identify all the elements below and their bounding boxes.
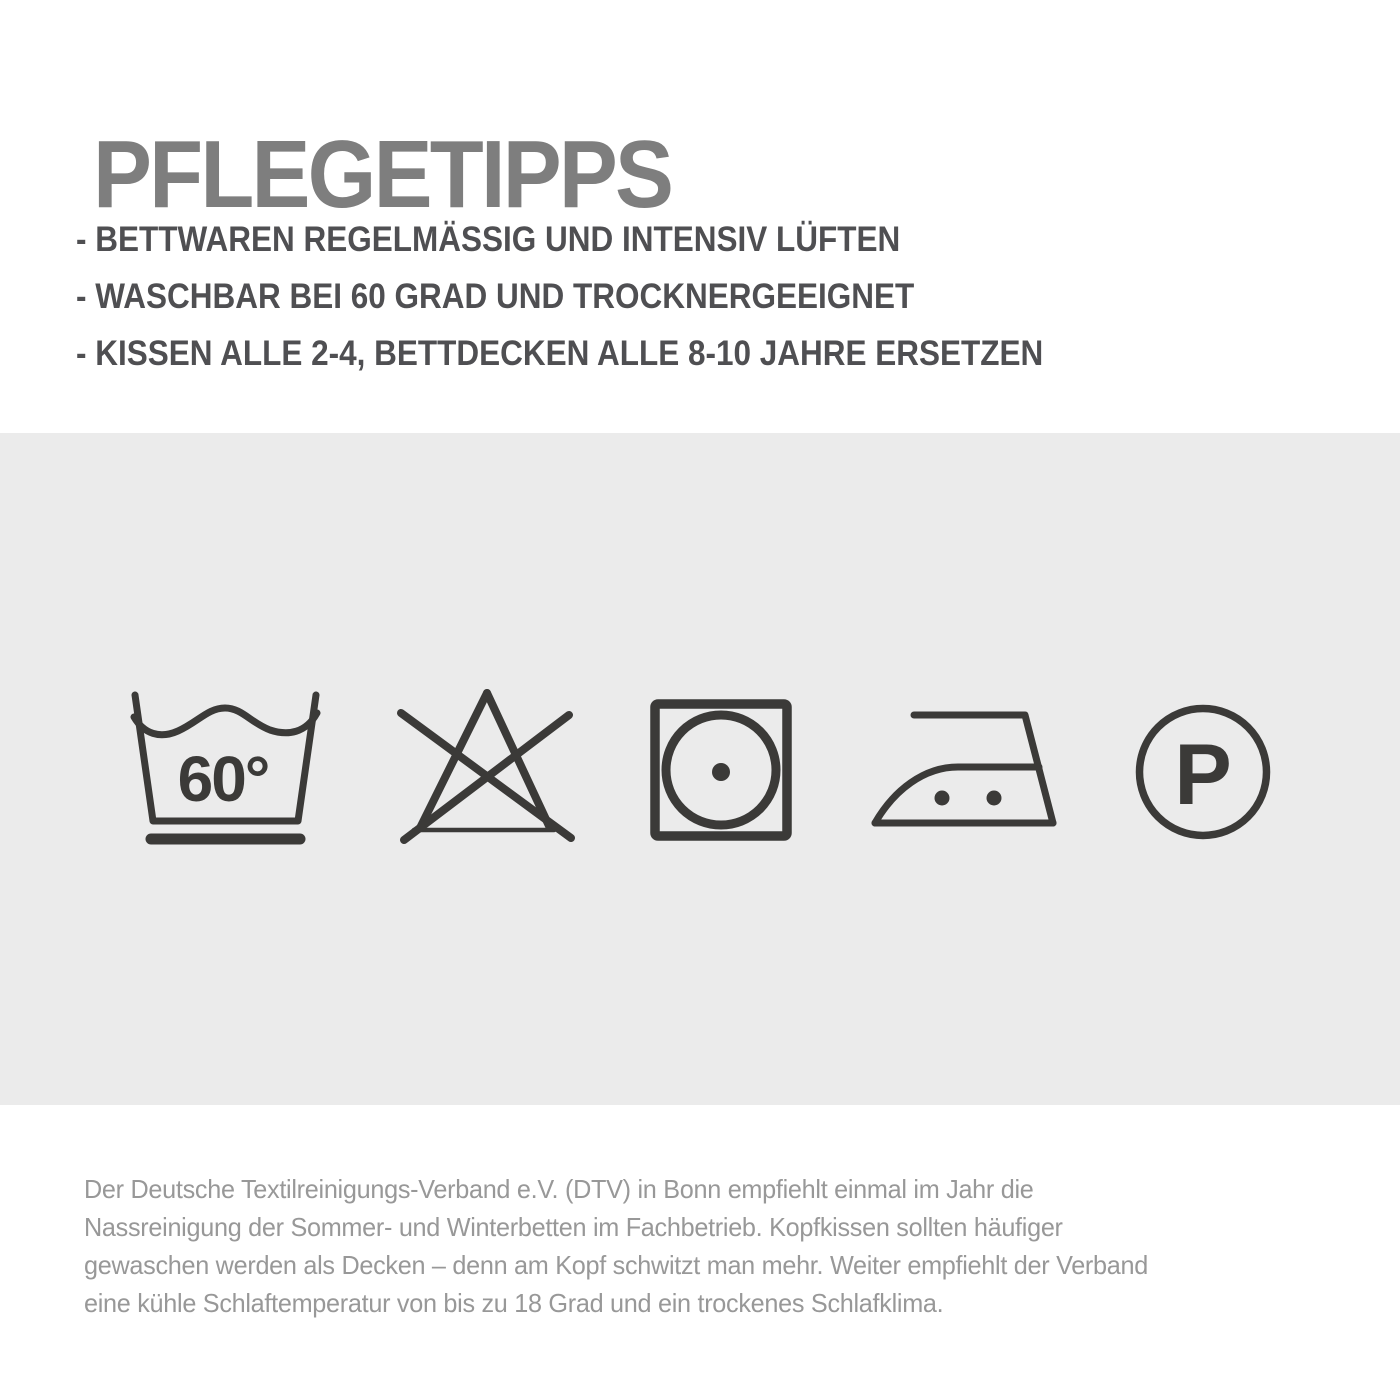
footer-line-4: eine kühle Schlaftemperatur von bis zu 18 Grad und ein trockenes Schlafklima.: [84, 1287, 944, 1318]
professional-label: P: [1174, 727, 1232, 823]
professional-clean-p-icon: [1133, 702, 1273, 842]
footer-line-2: Nassreinigung der Sommer- und Winterbetten im Fachbetrieb. Kopfkissen sollten häufiger: [84, 1211, 1063, 1242]
do-not-bleach-triangle-icon: [397, 690, 575, 848]
wash-temp-label: 60°: [177, 743, 269, 815]
care-tips-list: [76, 211, 1151, 382]
footer-line-1: Der Deutsche Textilreinigungs-Verband e.V. (DTV) in Bonn empfiehlt einmal im Jahr die: [84, 1173, 1034, 1204]
tip-line-3: - KISSEN ALLE 2-4, BETTDECKEN ALLE 8-10 JAHRE ERSETZEN: [76, 333, 1044, 373]
iron-two-dots-icon: [872, 710, 1057, 828]
footer-paragraph: [84, 1170, 1181, 1322]
footer-line-3: gewaschen werden als Decken – denn am Kopf schwitzt man mehr. Weiter empfiehlt der Verband: [84, 1249, 1148, 1280]
page-title: PFLEGETIPPS: [93, 121, 672, 229]
tip-line-2: - WASCHBAR BEI 60 GRAD UND TROCKNERGEEIGNET: [76, 276, 915, 316]
tip-line-1: - BETTWAREN REGELMÄSSIG UND INTENSIV LÜFTEN: [76, 219, 901, 259]
care-symbols-band: [0, 433, 1400, 1105]
wash-tub-60-icon: [128, 691, 323, 853]
tumble-dry-one-dot-icon: [650, 699, 792, 841]
